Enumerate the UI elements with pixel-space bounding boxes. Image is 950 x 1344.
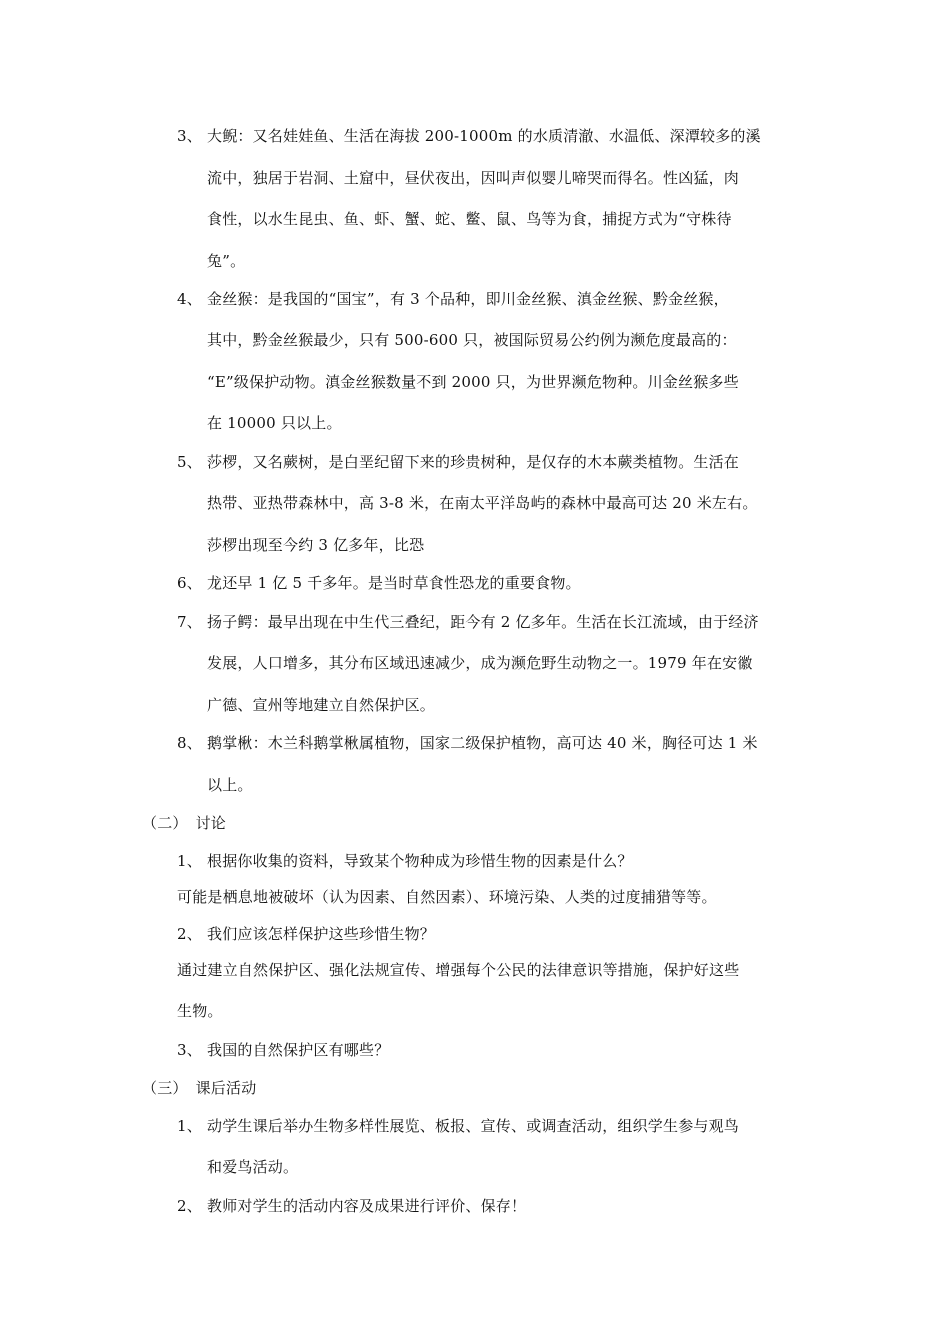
section-3-title: 课后活动 [195, 1079, 257, 1097]
item-4-line-1: 金丝猴：是我国的“国宝”，有 3 个品种，即川金丝猴、滇金丝猴、黔金丝猴， [207, 290, 729, 308]
item-5-line-1: 莎椤，又名蕨树，是白垩纪留下来的珍贵树种，是仅存的木本蕨类植物。生活在 [207, 453, 740, 471]
item-3-line-1: 大鲵：又名娃娃鱼、生活在海拔 200-1000m 的水质清澈、水温低、深潭较多的溪 [207, 127, 761, 145]
answer-1-text: 可能是栖息地被破坏（认为因素、自然因素）、环境污染、人类的过度捕猎等等。 [177, 888, 717, 906]
item-4-number: 4、 [177, 290, 202, 308]
item-6-line-1: 龙还早 1 亿 5 千多年。是当时草食性恐龙的重要食物。 [207, 574, 581, 592]
item-7-line-1: 扬子鳄：最早出现在中生代三叠纪，距今有 2 亿多年。生活在长江流域，由于经济 [207, 613, 759, 631]
section-3-heading [142, 1078, 256, 1098]
question-1-number: 1、 [177, 852, 202, 870]
item-4-line-4: 在 10000 只以上。 [207, 414, 342, 432]
item-3-number: 3、 [177, 127, 202, 145]
section-3-number: （三） [142, 1079, 188, 1097]
item-7-number: 7、 [177, 613, 202, 631]
item-7-line-2: 发展，人口增多，其分布区域迅速减少，成为濒危野生动物之一。1979 年在安徽 [207, 654, 753, 672]
question-1-text: 根据你收集的资料，导致某个物种成为珍惜生物的因素是什么？ [207, 852, 633, 870]
question-2-number: 2、 [177, 925, 202, 943]
item-3-line-4: 兔”。 [207, 252, 246, 270]
item-8-line-2: 以上。 [207, 776, 253, 794]
activity-2-text: 教师对学生的活动内容及成果进行评价、保存！ [207, 1197, 527, 1215]
activity-1-number: 1、 [177, 1117, 202, 1135]
question-2-text: 我们应该怎样保护这些珍惜生物？ [207, 925, 436, 943]
item-4-line-3: “E”级保护动物。滇金丝猴数量不到 2000 只，为世界濒危物种。川金丝猴多些 [207, 373, 739, 391]
item-8-line-1: 鹅掌楸：木兰科鹅掌楸属植物，国家二级保护植物，高可达 40 米，胸径可达 1 米 [207, 734, 758, 752]
activity-1-line-2: 和爱鸟活动。 [207, 1158, 299, 1176]
item-3-line-2: 流中，独居于岩洞、土窟中，昼伏夜出，因叫声似婴儿啼哭而得名。性凶猛，肉 [207, 169, 740, 187]
item-8-number: 8、 [177, 734, 202, 752]
item-5-number: 5、 [177, 453, 202, 471]
item-5-line-3: 莎椤出现至今约 3 亿多年，比恐 [207, 536, 425, 554]
answer-2-line-2: 生物。 [177, 1002, 223, 1020]
question-3-text: 我国的自然保护区有哪些？ [207, 1041, 390, 1059]
item-7-line-3: 广德、宣州等地建立自然保护区。 [207, 696, 436, 714]
item-3-line-3: 食性，以水生昆虫、鱼、虾、蟹、蛇、鳖、鼠、鸟等为食，捕捉方式为“守株待 [207, 210, 732, 228]
activity-1-line-1: 动学生课后举办生物多样性展览、板报、宣传、或调查活动，组织学生参与观鸟 [207, 1117, 740, 1135]
item-6-number: 6、 [177, 574, 202, 592]
answer-2-line-1: 通过建立自然保护区、强化法规宣传、增强每个公民的法律意识等措施，保护好这些 [177, 961, 740, 979]
question-3-number: 3、 [177, 1041, 202, 1059]
section-2-heading [142, 813, 226, 833]
activity-2-number: 2、 [177, 1197, 202, 1215]
item-4-line-2: 其中，黔金丝猴最少，只有 500-600 只，被国际贸易公约例为濒危度最高的： [207, 331, 737, 349]
section-2-title: 讨论 [195, 814, 227, 832]
item-5-line-2: 热带、亚热带森林中，高 3-8 米，在南太平洋岛屿的森林中最高可达 20 米左右。 [207, 494, 758, 512]
section-2-number: （二） [142, 814, 188, 832]
